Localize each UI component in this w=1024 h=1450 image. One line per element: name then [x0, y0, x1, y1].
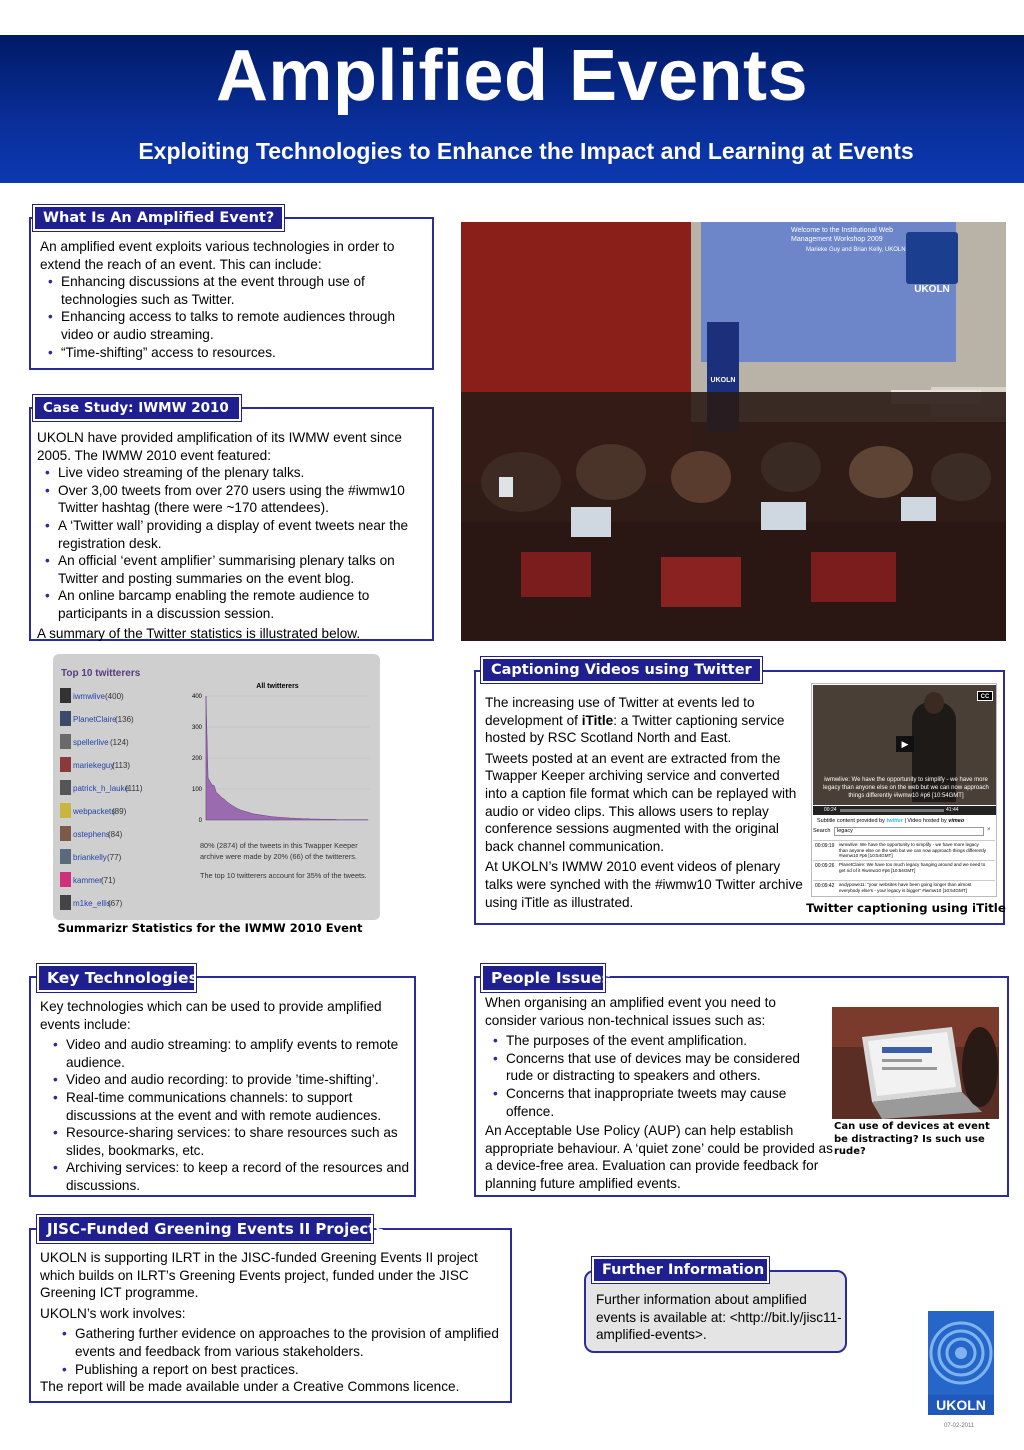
- provided-by: [817, 817, 997, 826]
- list-item: • Real-time communications channels: to support discussions at the event and with remote audiences.: [45, 1089, 412, 1124]
- itile-caption: Twitter captioning using iTitle: [806, 901, 1006, 915]
- twitterer-name[interactable]: m1ke_ellis: [73, 899, 111, 908]
- further-heading: Further Information: [592, 1257, 769, 1283]
- list-item: • Enhancing discussions at the event through use of technologies such as Twitter.: [40, 273, 425, 308]
- twitterer-name[interactable]: iwmwlive: [73, 692, 105, 701]
- twitterer-row: [60, 780, 190, 800]
- twitterer-row: [60, 895, 190, 915]
- twitterer-count: (71): [101, 876, 116, 885]
- ukoln-logo-icon: [928, 1311, 994, 1395]
- twitterer-count: (89): [112, 807, 127, 816]
- twitterer-count: (124): [110, 738, 129, 747]
- result-text: PlanetClaire: We have too much legacy hanging around and we need to get rid of it #iwmw10 #p6 [10:54GMT]: [839, 862, 986, 873]
- twitterer-count: (400): [105, 692, 124, 701]
- search-input[interactable]: legacy: [834, 827, 984, 836]
- list-item: • The purposes of the event amplification.: [485, 1032, 820, 1050]
- avatar: [60, 872, 71, 887]
- captioning-para-3: At UKOLN’s IWMW 2010 event videos of plenary talks were synched with the #iwmw10 Twitter archive using iTitle as illustrated.: [485, 859, 803, 910]
- twitterer-count: (111): [125, 784, 143, 793]
- list-item: • Gathering further evidence on approaches to the provision of amplified events and feedback from various stakeholders.: [54, 1325, 502, 1360]
- people-heading: People Issues: [481, 964, 605, 992]
- para-text: : a Twitter captioning service hosted by RSC Scotland North and East.: [485, 712, 785, 746]
- para-text: The increasing use of Twitter at events led to development of: [485, 695, 755, 728]
- jisc-heading: JISC-Funded Greening Events II Projects: [37, 1215, 373, 1243]
- case-study-outro: A summary of the Twitter statistics is illustrated below.: [37, 625, 361, 641]
- summarizr-note-1: 80% (2874) of the tweets in this Twapper Keeper archive were made by 20% (66) of the twitterers.: [200, 841, 358, 861]
- play-icon[interactable]: ▶: [896, 736, 914, 752]
- y-tick-label: 100: [191, 787, 202, 793]
- video-progress[interactable]: [840, 809, 944, 812]
- case-study-intro: UKOLN have provided amplification of its IWMW event since 2005. The IWMW 2010 event featured:: [37, 430, 402, 463]
- itile-screenshot: [811, 683, 997, 897]
- list-item: • Archiving services: to keep a record of the resources and discussions.: [45, 1159, 412, 1194]
- chart-svg: [180, 680, 375, 830]
- list-item: • “Time-shifting” access to resources.: [40, 344, 425, 362]
- result-time: 00:09:26: [815, 863, 835, 869]
- twitterer-name[interactable]: spellerlive: [73, 738, 109, 747]
- avatar: [60, 849, 71, 864]
- list-item: • Publishing a report on best practices.: [54, 1361, 502, 1379]
- result-row[interactable]: [813, 840, 995, 858]
- jisc-para-2: UKOLN’s work involves:: [40, 1305, 186, 1321]
- captioning-text: [485, 694, 803, 914]
- ukoln-logo-text: UKOLN: [936, 1397, 986, 1413]
- result-time: 00:09:42: [815, 883, 835, 889]
- laptop-caption: Can use of devices at event be distracting? Is such use rude?: [834, 1121, 990, 1157]
- search-clear-icon[interactable]: ×: [987, 827, 991, 833]
- provided-by-label: Subtitle content provided by: [817, 818, 885, 824]
- chart-title: All twitterers: [256, 683, 299, 690]
- list-item: • An official ‘event amplifier’ summarising plenary talks on Twitter and posting summaries on the event blog.: [37, 552, 429, 587]
- slide-title: Welcome to the Institutional Web Management Workshop 2009: [791, 227, 894, 243]
- list-item: • An online barcamp enabling the remote audience to participants in a discussion session.: [37, 587, 429, 622]
- result-text: andypowe11: "your websites have been going longer than almost everybody else's - your legacy is bigger" #iwmw10 [10:54GMT]: [839, 882, 972, 893]
- summarizr-caption: Summarizr Statistics for the IWMW 2010 Event: [57, 921, 363, 935]
- twitterer-row: [60, 711, 190, 731]
- ukoln-banner-text: UKOLN: [710, 377, 736, 384]
- twitterer-row: [60, 803, 190, 823]
- people-list: [485, 1032, 820, 1120]
- video-time: 00:24: [824, 807, 837, 813]
- key-tech-heading: Key Technologies: [37, 964, 196, 992]
- list-item: • Over 3,00 tweets from over 270 users using the #iwmw10 Twitter hashtag (there were ~170 attendees).: [37, 482, 429, 517]
- captioning-para-2: Tweets posted at an event are extracted from the Twapper Keeper archiving service and converted into a caption file format which can be replayed with audio or video clips. This allows users to replay conference sessions augmented with the original back channel communication.: [485, 750, 797, 854]
- twitterer-count: (136): [115, 715, 134, 724]
- twitterer-row: [60, 826, 190, 846]
- avatar: [60, 803, 71, 818]
- twitterer-row: [60, 757, 190, 777]
- people-outro: An Acceptable Use Policy (AUP) can help establish appropriate behaviour. A ‘quiet zone’ could be provided as a device-free area. Evaluation can provide feedback for planning future amplified events.: [485, 1123, 833, 1191]
- footer-date: 07-02-2011: [944, 1423, 975, 1429]
- list-item: • Concerns that inappropriate tweets may cause offence.: [485, 1085, 820, 1120]
- list-item: • Enhancing access to talks to remote audiences through video or audio streaming.: [40, 308, 425, 343]
- twitterer-name[interactable]: webpackets: [73, 807, 116, 816]
- twitterer-name[interactable]: briankelly: [73, 853, 107, 862]
- result-row[interactable]: [813, 880, 995, 897]
- twitterer-count: (77): [107, 853, 122, 862]
- what-is-intro: An amplified event exploits various technologies in order to extend the reach of an event. This can include:: [40, 239, 395, 272]
- jisc-para-1: UKOLN is supporting ILRT in the JISC-funded Greening Events II project which builds on ILRT’s Greening Events project, funded under the JISC Greening ICT programme.: [40, 1250, 478, 1301]
- twitterer-count: (113): [112, 761, 131, 770]
- twitterer-row: [60, 849, 190, 869]
- video-duration: 41:44: [946, 807, 959, 813]
- result-time: 00:09:19: [815, 843, 835, 849]
- twitterer-count: (84): [108, 830, 123, 839]
- twitterer-name[interactable]: kammer: [73, 876, 102, 885]
- itile-name: iTitle: [581, 712, 614, 728]
- twitterer-name[interactable]: PlanetClaire: [73, 715, 117, 724]
- list-item: • A ‘Twitter wall’ providing a display of event tweets near the registration desk.: [37, 517, 429, 552]
- key-tech-text: [40, 998, 412, 1195]
- avatar: [60, 895, 71, 910]
- avatar: [60, 780, 71, 795]
- page-title: Amplified Events: [215, 36, 809, 116]
- jisc-text: [40, 1249, 502, 1399]
- people-text: [485, 994, 837, 1196]
- twitterer-count: (67): [108, 899, 123, 908]
- avatar: [60, 757, 71, 772]
- list-item: • Concerns that use of devices may be considered rude or distracting to speakers and others.: [485, 1050, 820, 1085]
- y-tick-label: 0: [198, 818, 202, 824]
- summarizr-title: Top 10 twitterers: [61, 668, 141, 679]
- twitterer-row: [60, 872, 190, 892]
- slide-logo-text: UKOLN: [914, 284, 950, 295]
- jisc-outro: The report will be made available under a Creative Commons licence.: [40, 1379, 460, 1395]
- twitterer-row: [60, 688, 190, 708]
- twitterer-name[interactable]: ostephens: [73, 830, 110, 839]
- list-item: • Video and audio streaming: to amplify events to remote audience.: [45, 1036, 412, 1071]
- avatar: [60, 711, 71, 726]
- case-study-text: [37, 429, 429, 645]
- summarizr-note-2: The top 10 twitterers account for 35% of the tweets.: [200, 871, 367, 880]
- slide-logo: [906, 232, 958, 284]
- speaker-head: [924, 692, 944, 714]
- case-study-heading: Case Study: IWMW 2010: [33, 395, 241, 421]
- what-is-text: [40, 238, 425, 361]
- avatar: [60, 826, 71, 841]
- laptop-photo: [832, 1007, 999, 1119]
- y-tick-label: 200: [191, 756, 202, 762]
- twitter-logo: twitter: [886, 818, 903, 824]
- case-study-list: [37, 464, 429, 622]
- y-tick-label: 400: [191, 694, 202, 700]
- page-subtitle: Exploiting Technologies to Enhance the Impact and Learning at Events: [138, 138, 914, 164]
- what-is-heading: What Is An Amplified Event?: [33, 205, 284, 231]
- key-tech-intro: Key technologies which can be used to provide amplified events include:: [40, 999, 382, 1032]
- avatar: [60, 688, 71, 703]
- captioning-heading: Captioning Videos using Twitter: [481, 657, 762, 683]
- ukoln-logo: [928, 1311, 994, 1415]
- what-is-list: [40, 273, 425, 361]
- event-photo: [461, 222, 1006, 641]
- vimeo-logo: vimeo: [948, 818, 965, 824]
- video-subtitle: iwmwlive: We have the opportunity to simplify - we have more legacy than anyone else on the web but we can now approach things differently #iwmw10 #p6 [10:54GMT]: [823, 777, 989, 799]
- result-text: iwmwlive: We have the opportunity to simplify - we have more legacy than anyone else on the web but we can now approach things differently #iwmw10 #p6 [10:54GMT]: [839, 842, 987, 858]
- further-text: Further information about amplified events is available at: <http://bit.ly/jisc11-amplified-events>.: [596, 1292, 842, 1343]
- laptop-photo-svg: [832, 1007, 999, 1119]
- twitterer-name[interactable]: patrick_h_lauke: [73, 784, 130, 793]
- cc-icon[interactable]: CC: [977, 691, 993, 701]
- result-row[interactable]: [813, 860, 995, 878]
- key-tech-list: [45, 1036, 412, 1194]
- people-intro: When organising an amplified event you need to consider various non-technical issues such as:: [485, 995, 776, 1028]
- list-item: • Video and audio recording: to provide ’time-shifting’.: [45, 1071, 412, 1089]
- list-item: • Live video streaming of the plenary talks.: [37, 464, 429, 482]
- y-tick-label: 300: [191, 725, 202, 731]
- twitterers-chart: [180, 680, 375, 830]
- captioning-para-1: [485, 694, 803, 747]
- search-label: Search: [813, 828, 831, 834]
- list-item: • Resource-sharing services: to share resources such as slides, bookmarks, etc.: [45, 1124, 412, 1159]
- twitterer-row: [60, 734, 190, 754]
- twitterer-name[interactable]: mariekeguy: [73, 761, 115, 770]
- avatar: [60, 734, 71, 749]
- slide-names: Marieke Guy and Brian Kelly, UKOLN: [806, 247, 906, 253]
- hosted-by-label: | Video hosted by: [904, 818, 947, 824]
- jisc-list: [54, 1325, 502, 1378]
